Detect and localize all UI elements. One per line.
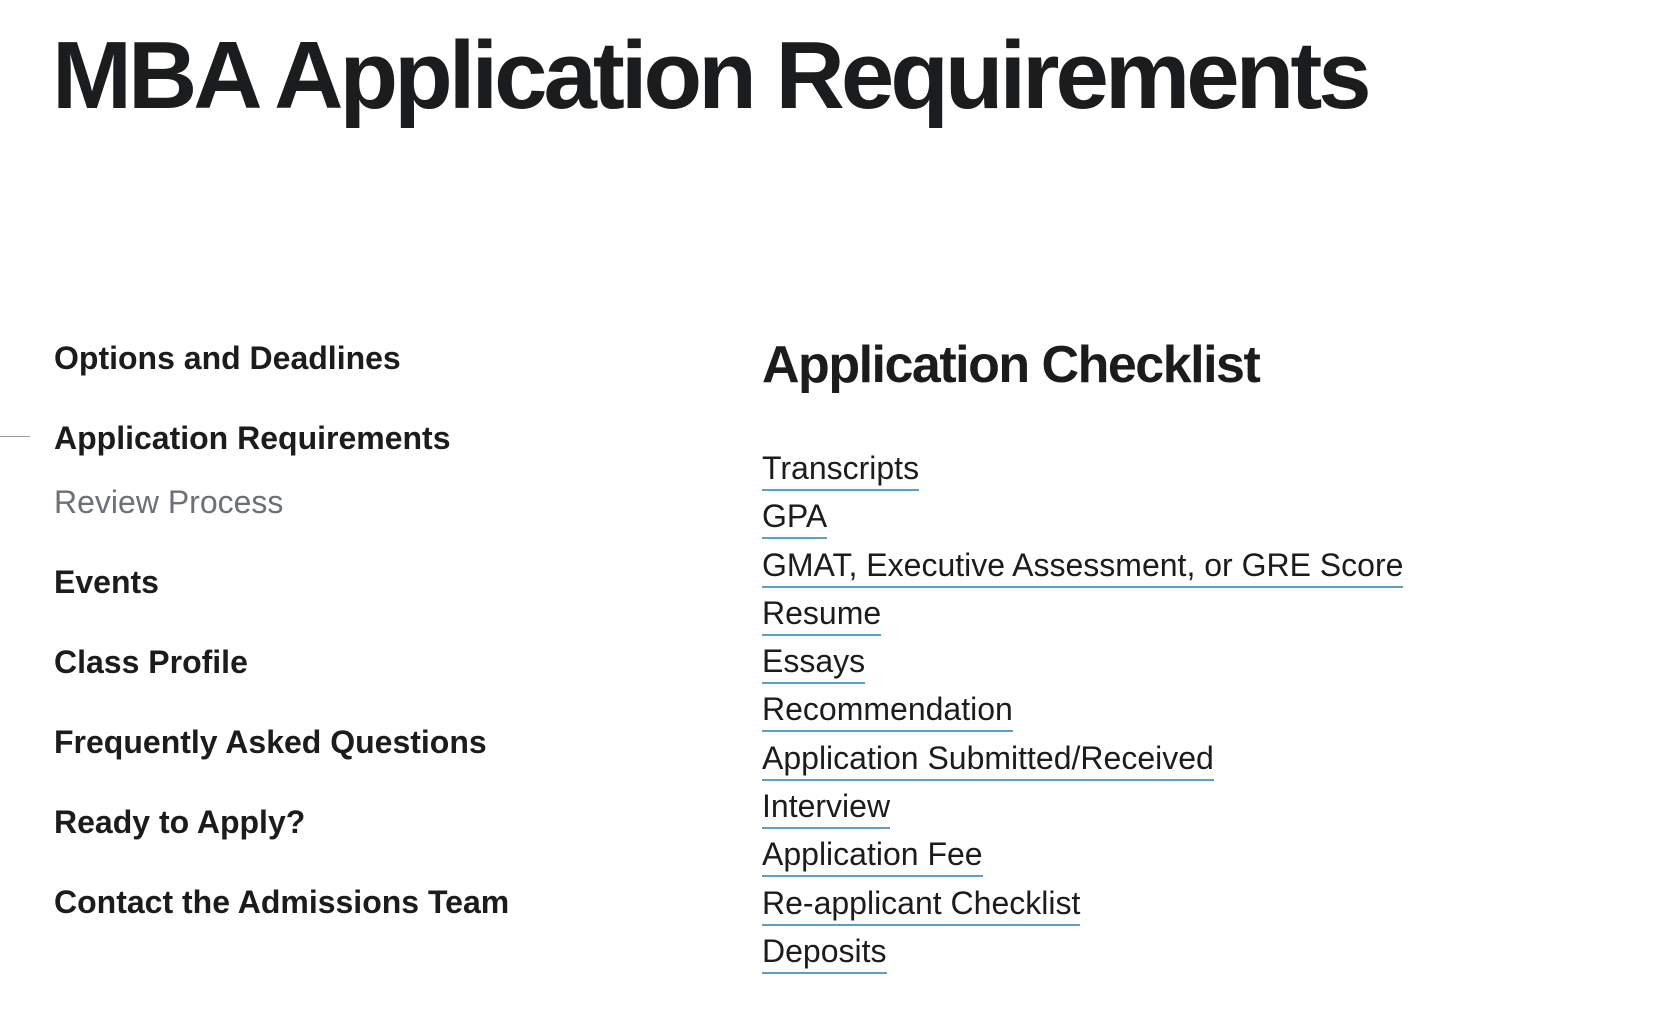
checklist-link-essays[interactable]: Essays	[762, 641, 865, 684]
checklist-item	[762, 593, 1403, 641]
checklist-item	[762, 883, 1403, 931]
section-heading: Application Checklist	[762, 336, 1260, 394]
checklist-link-recommendation[interactable]: Recommendation	[762, 689, 1013, 732]
nav-item-ready-to-apply[interactable]: Ready to Apply?	[54, 804, 306, 840]
nav-item-class-profile[interactable]: Class Profile	[54, 644, 248, 680]
nav-subitem-review-process[interactable]: Review Process	[54, 484, 284, 520]
checklist-item	[762, 448, 1403, 496]
nav-item-options-and-deadlines[interactable]: Options and Deadlines	[54, 340, 401, 376]
checklist-item	[762, 786, 1403, 834]
checklist-item	[762, 738, 1403, 786]
nav-item-faq[interactable]: Frequently Asked Questions	[54, 724, 487, 760]
checklist-link-deposits[interactable]: Deposits	[762, 931, 887, 974]
checklist-link-application-submitted[interactable]: Application Submitted/Received	[762, 738, 1214, 781]
nav-item-events[interactable]: Events	[54, 564, 159, 600]
checklist-item	[762, 689, 1403, 737]
checklist-link-resume[interactable]: Resume	[762, 593, 881, 636]
application-checklist	[762, 448, 1403, 979]
checklist-item	[762, 545, 1403, 593]
checklist-link-test-score[interactable]: GMAT, Executive Assessment, or GRE Score	[762, 545, 1403, 588]
checklist-item	[762, 496, 1403, 544]
side-navigation	[0, 0, 700, 1012]
checklist-item	[762, 931, 1403, 979]
checklist-link-application-fee[interactable]: Application Fee	[762, 834, 983, 877]
nav-item-application-requirements[interactable]: Application Requirements	[54, 420, 451, 456]
checklist-link-reapplicant-checklist[interactable]: Re-applicant Checklist	[762, 883, 1080, 926]
nav-item-contact-admissions[interactable]: Contact the Admissions Team	[54, 884, 510, 920]
checklist-link-transcripts[interactable]: Transcripts	[762, 448, 919, 491]
checklist-link-gpa[interactable]: GPA	[762, 496, 827, 539]
checklist-link-interview[interactable]: Interview	[762, 786, 890, 829]
page-title: MBA Application Requirements	[52, 22, 1368, 129]
active-item-indicator	[0, 436, 30, 437]
checklist-item	[762, 641, 1403, 689]
checklist-item	[762, 834, 1403, 882]
